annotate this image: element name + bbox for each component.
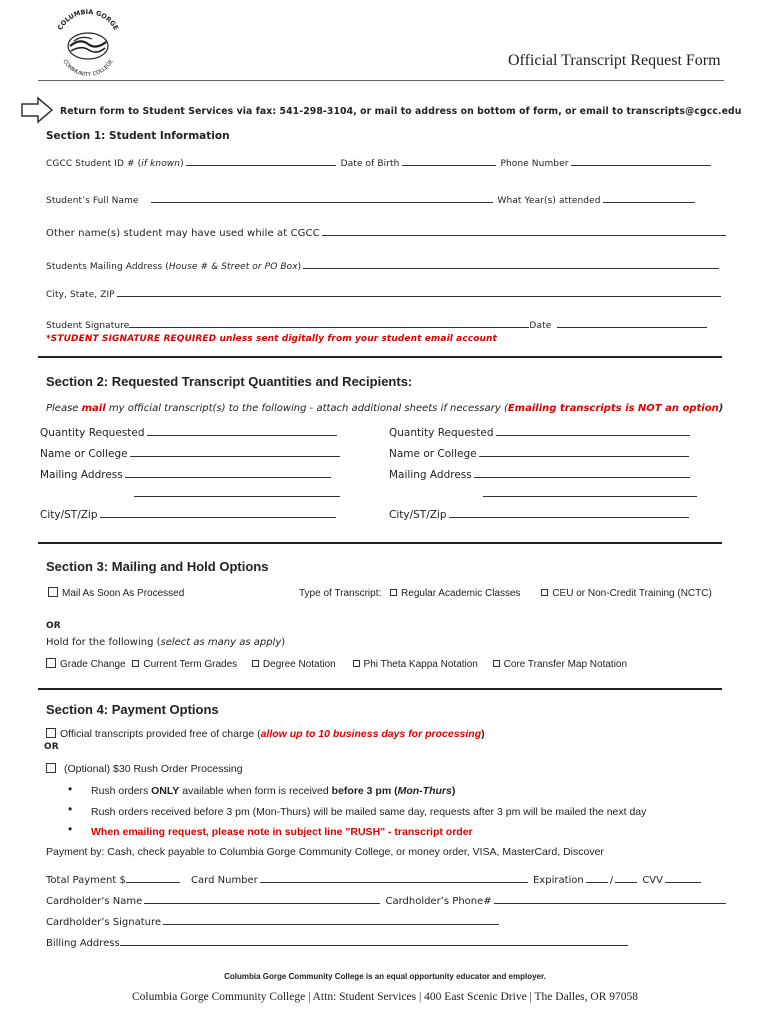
total-field[interactable] [126,873,180,883]
section3-or: OR [46,621,61,631]
r2-city-label: City/ST/Zip [389,509,447,521]
cardholder-name-label: Cardholder’s Name [46,896,143,907]
address-field[interactable] [303,259,719,269]
years-field[interactable] [603,193,695,203]
core-transfer-label: Core Transfer Map Notation [503,659,628,670]
full-name-label: Student’s Full Name [46,196,139,206]
student-id-hint: if known [141,159,181,169]
recipient-2 [389,426,709,526]
instr-red: Emailing transcripts is NOT an option [507,403,719,414]
city-field[interactable] [117,287,721,297]
r1-mailing-field[interactable] [125,468,331,478]
hold-row [46,637,285,648]
r1-name-field[interactable] [130,447,340,457]
exp-label: Expiration [532,875,584,886]
bullet-1-icon: • [68,782,73,796]
instr-close: ) [718,403,724,414]
logo-bottom-text: COMMUNITY COLLEGE [61,58,115,78]
exp-sep: / [609,875,614,886]
r2-name-field[interactable] [479,447,689,457]
signature-note: *STUDENT SIGNATURE REQUIRED unless sent digitally from your student email account [46,334,497,344]
signature-field[interactable] [129,318,529,328]
r1-quantity-field[interactable] [147,426,337,436]
section4-title: Section 4: Payment Options [46,702,219,717]
student-id-row [46,156,713,169]
r1-mailing-label: Mailing Address [40,469,123,481]
total-label: Total Payment $ [46,875,126,886]
cardholder-sig-field[interactable] [163,915,499,925]
b1-c: available when form is received [179,785,332,797]
ceu-checkbox[interactable] [541,589,548,596]
r1-city-field[interactable] [100,508,336,518]
eeo-statement: Columbia Gorge Community College is an equal opportunity educator and employer. [224,972,546,981]
bullet-3-icon: • [68,822,73,836]
phone-label: Phone Number [500,159,569,169]
section2-instruction [46,403,723,414]
signature-label: Student Signature [46,321,130,331]
hold-pre: Hold for the following ( [46,637,161,648]
full-name-row [46,193,697,206]
years-label: What Year(s) attended [497,196,601,206]
mail-asap-label: Mail As Soon As Processed [62,588,185,599]
date-label: Date [529,321,552,331]
hold-options [46,658,627,670]
cardholder-row [46,894,728,907]
instr-mid: my official transcript(s) to the following - attach additional sheets if necessary ( [105,403,508,414]
rush-bullet-3: When emailing request, please note in subject line "RUSH" - transcript order [91,826,473,838]
cardholder-sig-label: Cardholder’s Signature [46,917,162,928]
free-red: allow up to 10 business days for processing [260,728,482,740]
billing-label: Billing Address [46,938,120,949]
address-hint: House # & Street or PO Box [168,262,298,272]
arrow-right-icon [20,96,54,129]
mail-asap-checkbox[interactable] [48,587,58,597]
other-names-row [46,226,728,239]
degree-notation-checkbox[interactable] [252,660,259,667]
phone-field[interactable] [571,156,711,166]
other-names-field[interactable] [322,226,726,236]
bullet-2-icon: • [68,802,73,816]
dob-field[interactable] [402,156,496,166]
divider-1 [38,356,722,358]
rush-option[interactable] [46,763,243,775]
section1-title: Section 1: Student Information [46,130,230,142]
section4-or: OR [44,742,59,752]
svg-text:COMMUNITY COLLEGE [61,58,115,78]
r2-mailing-field[interactable] [474,468,690,478]
full-name-field[interactable] [151,193,493,203]
logo-top-text: COLUMBIA GORGE [55,7,121,32]
instr-mail: mail [81,403,106,414]
cvv-label: CVV [642,875,663,886]
rush-label: (Optional) $30 Rush Order Processing [64,763,243,775]
cardholder-phone-field[interactable] [494,894,726,904]
cardholder-name-field[interactable] [144,894,380,904]
footer-address: Columbia Gorge Community College | Attn: Student Services | 400 East Scenic Drive | The Dalles, OR 97058 [131,991,639,1003]
rush-bullet-2: Rush orders received before 3 pm (Mon-Thurs) will be mailed same day, requests after 3 pm will be mailed the next day [91,806,647,818]
card-label: Card Number [191,875,258,886]
ceu-label: CEU or Non-Credit Training (NCTC) [552,588,712,599]
other-names-label: Other name(s) student may have used while at CGCC [46,228,320,239]
section2-title: Section 2: Requested Transcript Quantities and Recipients: [46,374,413,389]
student-id-field[interactable] [186,156,336,166]
r2-city-field[interactable] [449,508,689,518]
b1-f: ) [451,785,456,797]
exp-month-field[interactable] [586,873,608,883]
r1-city-label: City/ST/Zip [40,509,98,521]
r1-name-label: Name or College [40,448,128,460]
card-field[interactable] [260,873,528,883]
hold-hint: select as many as apply [160,637,282,648]
logo-seal-icon [50,6,126,78]
grade-change-label: Grade Change [60,659,126,670]
rush-checkbox[interactable] [46,763,56,773]
city-label: City, State, ZIP [46,290,115,300]
type-label: Type of Transcript: [299,588,382,599]
address-label: Students Mailing Address ( [46,262,169,272]
rush-bullet-1 [91,785,455,797]
dob-label: Date of Birth [340,159,400,169]
address-close: ) [297,262,302,272]
b1-b: ONLY [151,785,180,797]
regular-label: Regular Academic Classes [401,588,521,599]
grade-change-checkbox[interactable] [46,658,56,668]
cvv-field[interactable] [665,873,701,883]
divider-2 [38,542,722,544]
b1-a: Rush orders [91,785,152,797]
address-row [46,259,721,272]
billing-row [46,936,630,949]
header-rule [38,80,724,81]
free-pre: Official transcripts provided free of charge ( [60,728,261,740]
phi-theta-label: Phi Theta Kappa Notation [363,659,478,670]
student-id-label: CGCC Student ID # ( [46,159,142,169]
transcript-type-row [299,588,712,599]
free-checkbox[interactable] [46,728,56,738]
current-term-checkbox[interactable] [132,660,139,667]
cardholder-phone-label: Cardholder’s Phone# [385,896,492,907]
mail-asap-option[interactable] [48,587,184,599]
form-title: Official Transcript Request Form [508,52,721,69]
hold-close: ) [281,637,286,648]
r2-mailing-field-2[interactable] [483,487,697,497]
college-logo [50,6,126,78]
free-option[interactable] [46,728,485,740]
core-transfer-checkbox[interactable] [493,660,500,667]
free-close: ) [481,728,485,740]
r1-mailing-field-2[interactable] [134,487,340,497]
billing-field[interactable] [120,936,628,946]
recipient-1 [40,426,360,526]
r1-quantity-label: Quantity Requested [40,427,145,439]
r2-quantity-label: Quantity Requested [389,427,494,439]
degree-notation-label: Degree Notation [262,659,336,670]
city-row [46,287,723,300]
return-instruction: Return form to Student Services via fax: 541-298-3104, or mail to address on bottom of form, or email to transcripts@cgcc.edu [60,106,742,117]
section3-title: Section 3: Mailing and Hold Options [46,559,269,574]
cardholder-sig-row [46,915,501,928]
phi-theta-checkbox[interactable] [353,660,360,667]
exp-year-field[interactable] [615,873,637,883]
b1-d: before 3 pm ( [331,785,398,797]
b1-e: Mon-Thurs [397,785,452,797]
payment-by: Payment by: Cash, check payable to Columbia Gorge Community College, or money order, VISA, MasterCard, Discover [46,846,604,858]
payment-row [46,873,703,886]
signature-row [46,318,709,331]
regular-checkbox[interactable] [390,589,397,596]
instr-pre: Please [46,403,82,414]
svg-text:COLUMBIA GORGE [56,8,120,32]
r2-name-label: Name or College [389,448,477,460]
current-term-label: Current Term Grades [143,659,238,670]
divider-3 [38,688,722,690]
date-field[interactable] [557,318,707,328]
r2-mailing-label: Mailing Address [389,469,472,481]
r2-quantity-field[interactable] [496,426,690,436]
student-id-close: ) [180,159,184,169]
